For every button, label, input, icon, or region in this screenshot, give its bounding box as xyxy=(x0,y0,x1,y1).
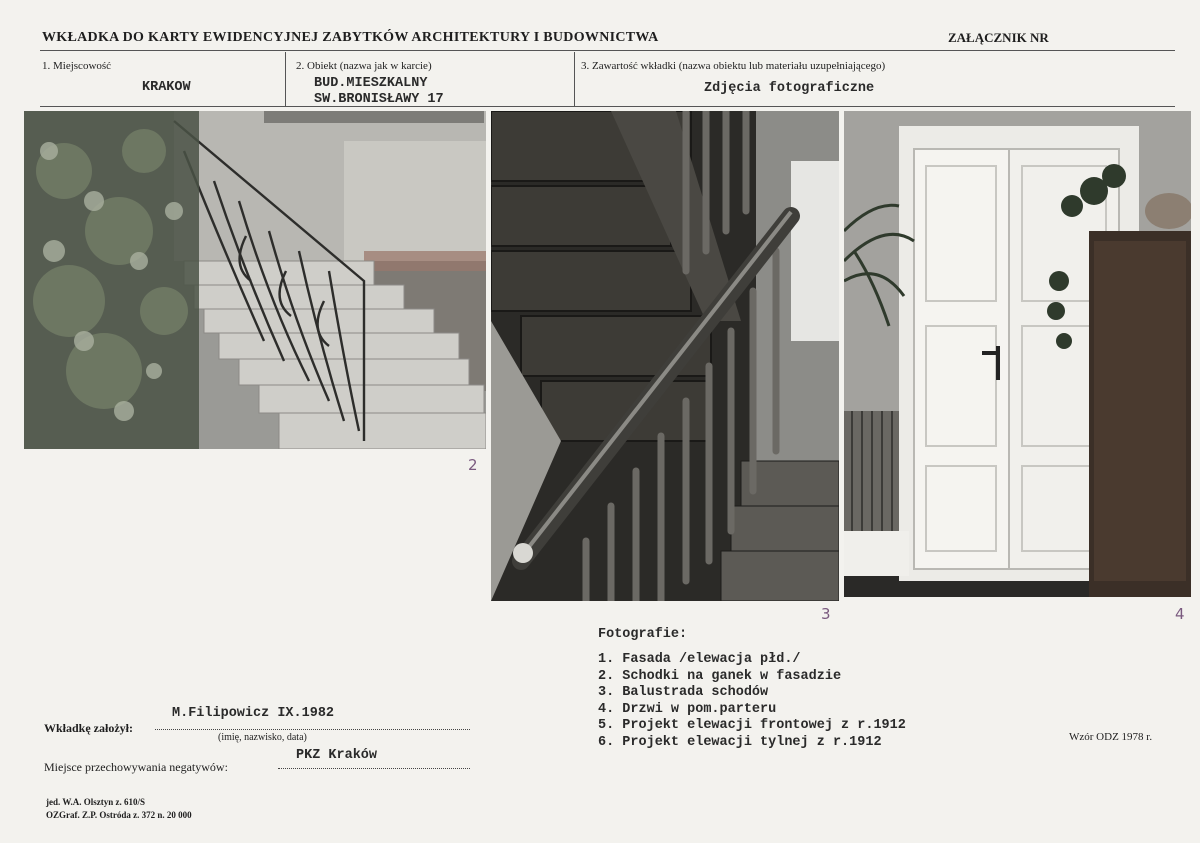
object-value-line-2: SW.BRONISŁAWY 17 xyxy=(314,92,444,107)
object-value-line-1: BUD.MIESZKALNY xyxy=(314,76,428,91)
storage-value: PKZ Kraków xyxy=(296,748,378,763)
photo-door xyxy=(844,111,1191,597)
header-divider-1 xyxy=(285,52,286,107)
contents-label: 3. Zawartość wkładki (nazwa obiektu lub materiału uzupełniającego) xyxy=(581,60,886,72)
photo-number-4: 4 xyxy=(1175,605,1185,623)
founded-by-line xyxy=(155,729,470,730)
storage-label: Miejsce przechowywania negatywów: xyxy=(44,760,228,774)
photo-banister xyxy=(491,111,839,601)
photo-number-2: 2 xyxy=(468,456,478,474)
form-title: WKŁADKA DO KARTY EWIDENCYJNEJ ZABYTKÓW ARCHITEKTURY I BUDOWNICTWA xyxy=(42,30,659,45)
contents-value: Zdjęcia fotograficzne xyxy=(704,81,875,96)
form-pattern: Wzór ODZ 1978 r. xyxy=(1069,731,1153,743)
photo-exterior-stairs xyxy=(24,111,486,449)
list-item: 2. Schodki na ganek w fasadzie xyxy=(598,668,842,684)
founded-by-value: M.Filipowicz IX.1982 xyxy=(172,706,335,721)
list-item: 6. Projekt elewacji tylnej z r.1912 xyxy=(598,734,882,750)
founded-by-caption: (imię, nazwisko, data) xyxy=(218,732,307,743)
print-info-2: OZGraf. Z.P. Ostróda z. 372 n. 20 000 xyxy=(46,810,192,820)
photographs-list xyxy=(598,652,906,751)
founded-by-label: Wkładkę założył: xyxy=(44,721,133,735)
header-divider-2 xyxy=(574,52,575,107)
locality-value: KRAKOW xyxy=(142,80,191,95)
storage-line xyxy=(278,768,470,769)
header-bottom-rule xyxy=(40,106,1175,107)
list-item: 3. Balustrada schodów xyxy=(598,685,769,700)
photo-number-3: 3 xyxy=(821,605,831,623)
locality-label: 1. Miejscowość xyxy=(42,60,112,72)
annex-label: ZAŁĄCZNIK NR xyxy=(948,30,1049,45)
photographs-list-title: Fotografie: xyxy=(598,627,688,642)
list-item: 5. Projekt elewacji frontowej z r.1912 xyxy=(598,718,906,733)
list-item: 4. Drzwi w pom.parteru xyxy=(598,701,777,717)
header-top-rule xyxy=(40,50,1175,51)
print-info-1: jed. W.A. Olsztyn z. 610/S xyxy=(46,797,146,807)
list-item: 1. Fasada /elewacja płd./ xyxy=(598,652,801,667)
object-label: 2. Obiekt (nazwa jak w karcie) xyxy=(296,60,432,72)
